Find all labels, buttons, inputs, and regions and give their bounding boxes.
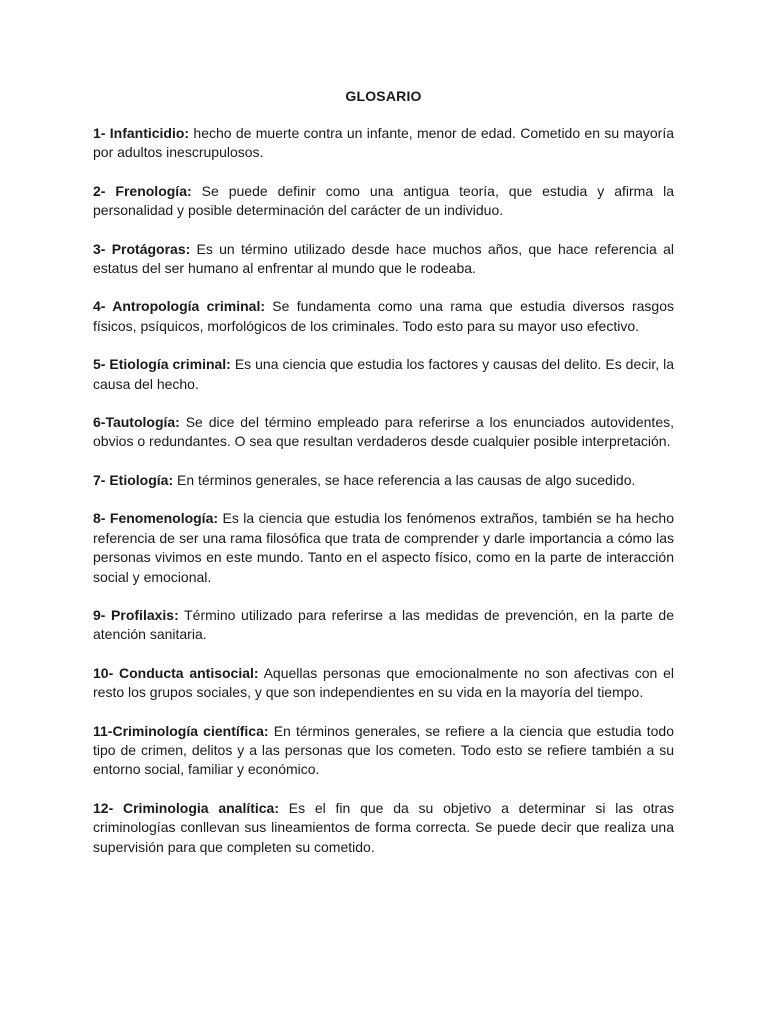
glossary-entry	[93, 722, 674, 780]
glossary-definition: Es la ciencia que estudia los fenómenos extraños, también se ha hecho referencia de ser una rama filosófica que trata de comprender y darle importancia a cómo las personas vivimos en este mundo. Tanto en el aspecto físico, como en la parte de interacción social y emocional.	[93, 510, 674, 585]
glossary-definition: hecho de muerte contra un infante, menor de edad. Cometido en su mayoría por adultos inescrupulosos.	[93, 125, 674, 161]
glossary-definition: Se fundamenta como una rama que estudia diversos rasgos físicos, psíquicos, morfológicos de los criminales. Todo esto para su mayor uso efectivo.	[93, 298, 675, 334]
glossary-entry	[93, 355, 674, 394]
glossary-entry	[93, 471, 674, 490]
glossary-definition: Término utilizado para referirse a las medidas de prevención, en la parte de atención sanitaria.	[93, 606, 674, 643]
glossary-entry	[93, 509, 674, 587]
glossary-term: 6-Tautología:	[93, 414, 180, 431]
glossary-entry	[93, 664, 674, 703]
glossary-entry	[93, 799, 674, 857]
glossary-term: 12- Criminologia analítica:	[93, 799, 280, 816]
glossary-entry	[93, 606, 674, 645]
glossary-term: 7- Etiología:	[93, 471, 174, 488]
glossary-term: 10- Conducta antisocial:	[93, 664, 259, 681]
glossary-term: 9- Profilaxis:	[93, 606, 179, 623]
glossary-entry	[93, 413, 674, 452]
glossary-definition: Es un término utilizado desde hace muchos años, que hace referencia al estatus del ser humano al enfrentar al mundo que le rodeaba.	[93, 240, 674, 277]
glossary-term: 11-Criminología científica:	[93, 722, 269, 739]
glossary-term: 1- Infanticidio:	[93, 125, 190, 141]
glossary-definition: Es una ciencia que estudia los factores y causas del delito. Es decir, la causa del hecho.	[93, 356, 674, 392]
glossary-definition: En términos generales, se refiere a la ciencia que estudia todo tipo de crimen, delitos y a las personas que los cometen. Todo esto se refiere también a su entorno social, familiar y económico.	[93, 722, 675, 778]
glossary-term: 8- Fenomenología:	[93, 510, 219, 527]
glossary-entry	[93, 297, 674, 336]
glossary-term: 5- Etiología criminal:	[93, 356, 231, 373]
glossary-entry	[93, 240, 674, 279]
glossary-definition: Es el fin que da su objetivo a determinar si las otras criminologías conllevan sus lineamientos de forma correcta. Se puede decir que realiza una supervisión para que completen su cometido.	[93, 799, 674, 855]
glossary-definition: En términos generales, se hace referencia a las causas de algo sucedido.	[173, 471, 636, 488]
glossary-entry	[93, 124, 674, 163]
glossary-term: 2- Frenología:	[93, 182, 192, 199]
page-title: GLOSARIO	[345, 88, 422, 104]
glossary-list	[93, 124, 674, 876]
glossary-entry	[93, 182, 674, 221]
glossary-definition: Se puede definir como una antigua teoría, que estudia y afirma la personalidad y posible determinación del carácter de un individuo.	[93, 182, 674, 219]
glossary-term: 3- Protágoras:	[93, 240, 191, 257]
glossary-definition: Aquellas personas que emocionalmente no son afectivas con el resto los grupos sociales, y que son independientes en su vida en la mayoría del tiempo.	[93, 664, 674, 701]
glossary-term: 4- Antropología criminal:	[93, 298, 265, 315]
glossary-definition: Se dice del término empleado para referirse a los enunciados autovidentes, obvios o redundantes. O sea que resultan verdaderos desde cualquier posible interpretación.	[93, 414, 674, 450]
